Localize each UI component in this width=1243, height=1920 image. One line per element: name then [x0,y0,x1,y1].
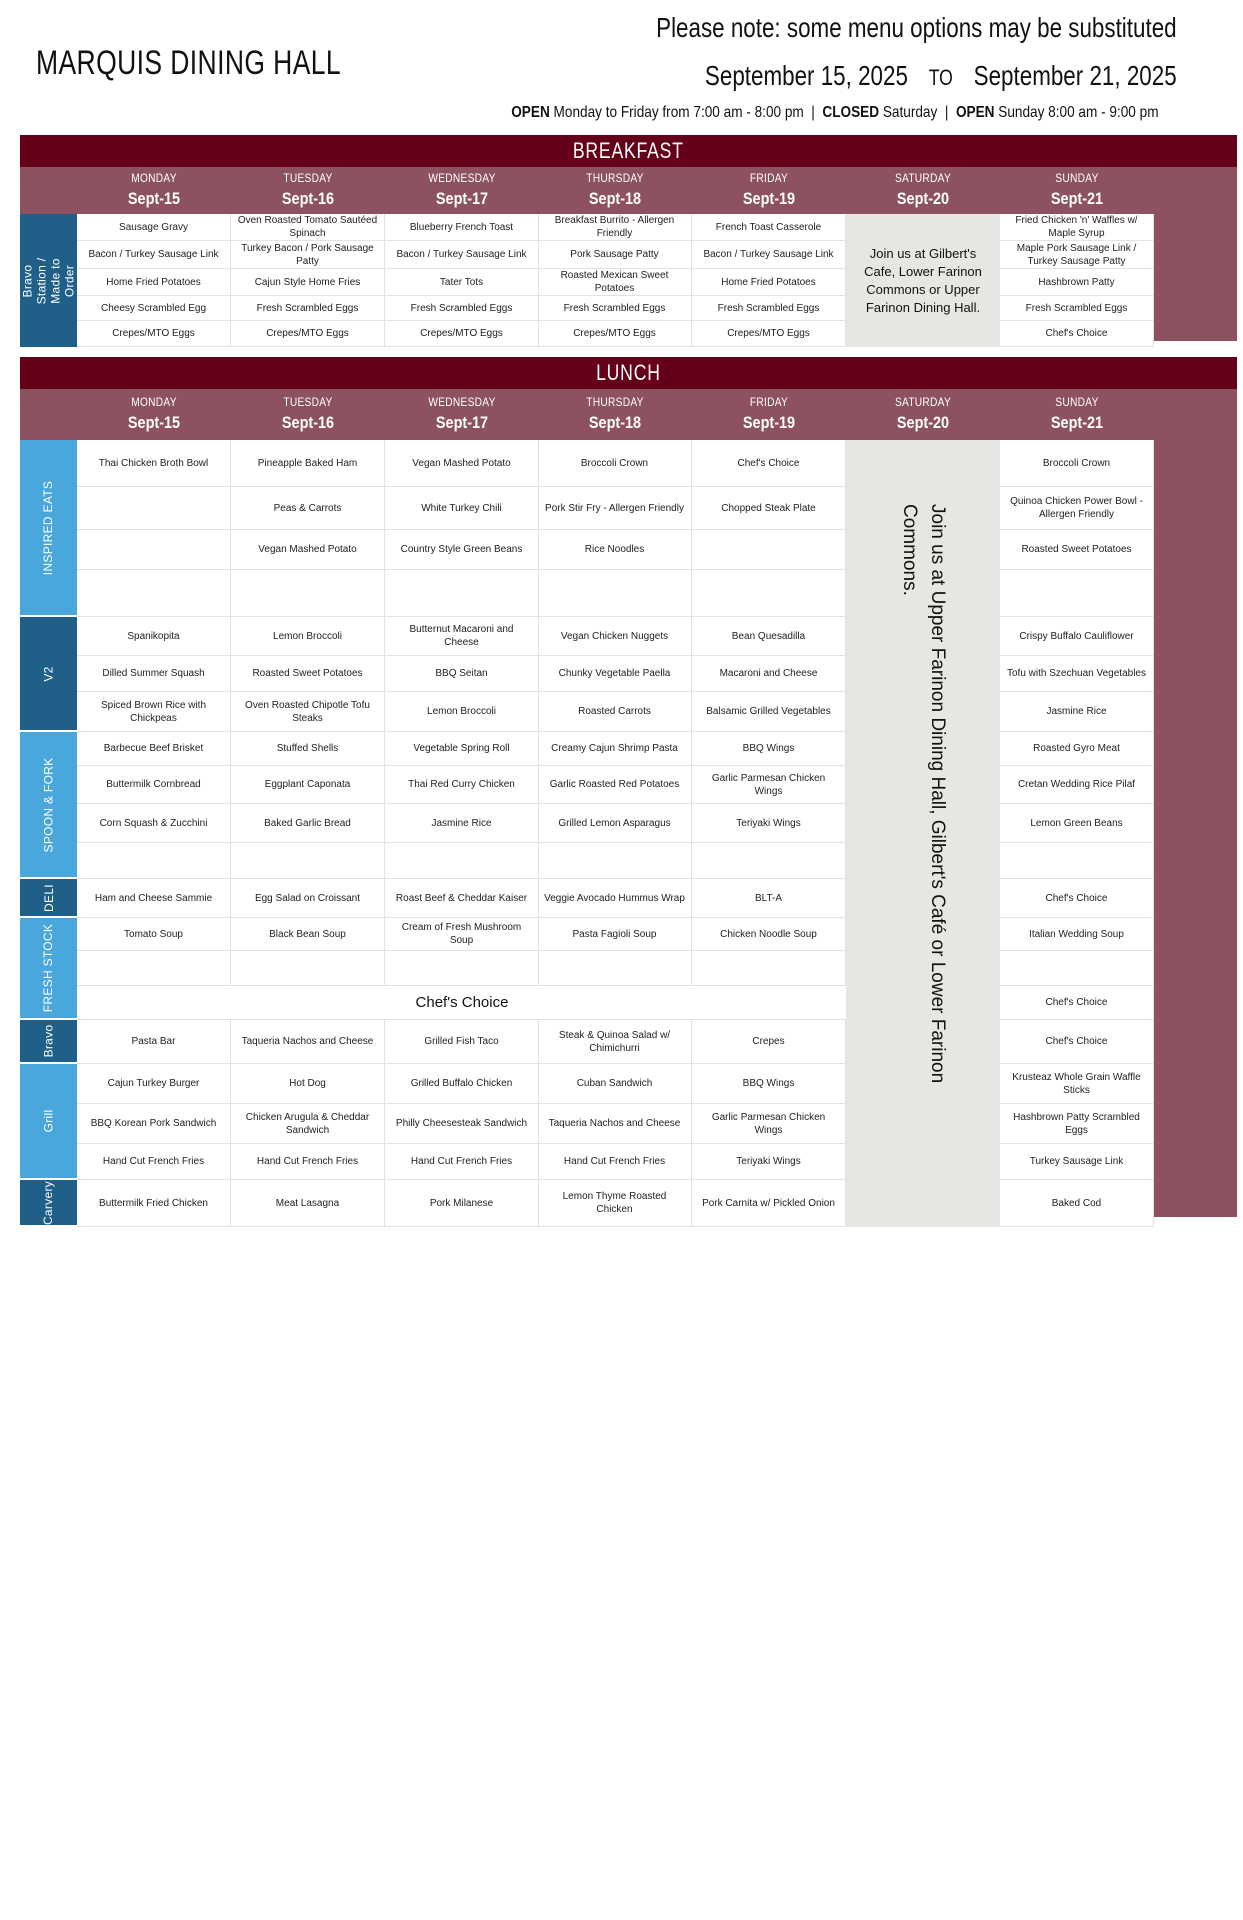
station-name: Grill [41,1109,56,1133]
day-name: MONDAY [131,171,177,185]
menu-item: Fried Chicken 'n' Waffles w/ Maple Syrup [1000,214,1154,241]
menu-item: Peas & Carrots [231,487,385,530]
menu-item: Lemon Broccoli [385,692,539,732]
menu-item: Pineapple Baked Ham [231,440,385,487]
day-name: TUESDAY [283,171,333,185]
station-label-bravo-made-to-order [20,214,77,347]
day-date: Sept-15 [127,413,181,432]
menu-item: Fresh Scrambled Eggs [1000,296,1154,321]
menu-item: Spiced Brown Rice with Chickpeas [77,692,231,732]
menu-item: Oven Roasted Chipotle Tofu Steaks [231,692,385,732]
menu-item [385,951,539,986]
menu-item: Breakfast Burrito - Allergen Friendly [538,214,692,241]
menu-item [77,843,231,879]
menu-item: Tomato Soup [77,918,231,951]
menu-item: Blueberry French Toast [385,214,539,241]
menu-item [692,570,846,617]
menu-item: Hashbrown Patty Scrambled Eggs [1000,1104,1154,1144]
station-name: Bravo Station / Made to Order [20,257,77,304]
menu-item: BBQ Korean Pork Sandwich [77,1104,231,1144]
menu-item: Vegetable Spring Roll [385,732,539,766]
menu-item: Stuffed Shells [231,732,385,766]
menu-item: Hand Cut French Fries [385,1144,539,1180]
separator: | [811,104,816,121]
menu-item: Bacon / Turkey Sausage Link [692,241,846,269]
day-name: WEDNESDAY [428,171,496,185]
day-header-wednesday [385,171,539,209]
menu-item: Pork Milanese [385,1180,539,1227]
menu-item: Baked Garlic Bread [231,804,385,843]
menu-item [77,951,231,986]
day-header-wednesday [385,395,539,433]
menu-item: Turkey Bacon / Pork Sausage Patty [231,241,385,269]
menu-item: Chunky Vegetable Paella [538,656,692,692]
menu-item: Fresh Scrambled Eggs [692,296,846,321]
menu-item: Pork Carnita w/ Pickled Onion [692,1180,846,1227]
date-to-word: TO [929,65,954,90]
menu-item [1000,951,1154,986]
menu-item: BBQ Wings [692,732,846,766]
menu-item: BBQ Seitan [385,656,539,692]
menu-item [538,843,692,879]
day-date: Sept-19 [742,189,796,208]
day-name: TUESDAY [283,395,333,409]
day-name: FRIDAY [749,171,789,185]
open-sunday-text: Sunday 8:00 am - 9:00 pm [998,104,1159,121]
menu-item: French Toast Casserole [692,214,846,241]
menu-item: Eggplant Caponata [231,766,385,804]
open-label: OPEN [956,104,995,121]
station-label-deli [20,879,77,918]
station-name: V2 [41,665,56,682]
menu-item: Cajun Turkey Burger [77,1064,231,1104]
menu-item: Baked Cod [1000,1180,1154,1227]
day-date: Sept-21 [1050,413,1104,432]
menu-item: Cheesy Scrambled Egg [77,296,231,321]
menu-item [538,951,692,986]
day-header-sunday [1000,171,1154,209]
menu-item: BLT-A [692,879,846,918]
menu-item: Philly Cheesesteak Sandwich [385,1104,539,1144]
open-weekday-text: Monday to Friday from 7:00 am - 8:00 pm [554,104,805,121]
day-header-saturday [846,171,1000,209]
menu-item: Grilled Lemon Asparagus [538,804,692,843]
menu-item: Vegan Mashed Potato [231,530,385,570]
menu-item: Cajun Style Home Fries [231,269,385,296]
menu-item: Egg Salad on Croissant [231,879,385,918]
day-name: SUNDAY [1055,171,1099,185]
station-label-fresh-stock [20,918,77,1020]
menu-item: Buttermilk Fried Chicken [77,1180,231,1227]
menu-item: Hashbrown Patty [1000,269,1154,296]
station-name: SPOON & FORK [41,757,56,852]
saturday-closed-box [846,440,1000,1227]
menu-item: Crepes/MTO Eggs [385,321,539,347]
menu-item: Crepes/MTO Eggs [692,321,846,347]
lunch-title: LUNCH [596,360,661,385]
menu-item: Pork Sausage Patty [538,241,692,269]
station-name: FRESH STOCK [41,923,56,1013]
menu-item: Chef's Choice [692,440,846,487]
menu-item: Fresh Scrambled Eggs [231,296,385,321]
menu-item: Thai Chicken Broth Bowl [77,440,231,487]
menu-item: BBQ Wings [692,1064,846,1104]
menu-item: Buttermilk Cornbread [77,766,231,804]
lunch-title-bar [20,357,1237,389]
menu-item: Taqueria Nachos and Cheese [538,1104,692,1144]
menu-item [692,951,846,986]
menu-item: Roasted Gyro Meat [1000,732,1154,766]
day-name: SUNDAY [1055,395,1099,409]
menu-item: Roasted Sweet Potatoes [1000,530,1154,570]
menu-item: Chicken Noodle Soup [692,918,846,951]
menu-item: Crepes [692,1020,846,1064]
menu-item: Hand Cut French Fries [231,1144,385,1180]
menu-item: Jasmine Rice [385,804,539,843]
menu-item: Macaroni and Cheese [692,656,846,692]
open-label: OPEN [511,104,551,121]
menu-item: Tofu with Szechuan Vegetables [1000,656,1154,692]
menu-item: Roast Beef & Cheddar Kaiser [385,879,539,918]
menu-item: Veggie Avocado Hummus Wrap [538,879,692,918]
lunch-section [20,357,1237,1225]
date-range [705,60,1177,92]
menu-item [1000,843,1154,879]
hours-line [512,104,1159,122]
menu-item [538,570,692,617]
day-date: Sept-20 [896,189,950,208]
menu-item: Jasmine Rice [1000,692,1154,732]
menu-item: Spanikopita [77,617,231,656]
menu-item: Garlic Parmesan Chicken Wings [692,1104,846,1144]
station-name: Carvery [41,1180,56,1225]
day-header-thursday [538,395,692,433]
day-header-thursday [538,171,692,209]
day-name: SATURDAY [894,395,952,409]
menu-item [231,570,385,617]
menu-item: Balsamic Grilled Vegetables [692,692,846,732]
menu-item: Creamy Cajun Shrimp Pasta [538,732,692,766]
menu-item: Cream of Fresh Mushroom Soup [385,918,539,951]
menu-item: Meat Lasagna [231,1180,385,1227]
menu-item: Roasted Sweet Potatoes [231,656,385,692]
menu-item: Rice Noodles [538,530,692,570]
page-title: MARQUIS DINING HALL [36,44,342,82]
station-label-grill [20,1064,77,1180]
station-name: INSPIRED EATS [41,480,56,575]
menu-item: Chopped Steak Plate [692,487,846,530]
menu-item: Broccoli Crown [538,440,692,487]
substitution-note: Please note: some menu options may be substituted [656,12,1177,43]
menu-item: Italian Wedding Soup [1000,918,1154,951]
date-from: September 15, 2025 [705,60,909,91]
saturday-closed-message: Join us at Upper Farinon Dining Hall, Gilbert's Café or Lower Farinon Commons. [899,503,948,1083]
day-header-friday [692,395,846,433]
day-header-sunday [1000,395,1154,433]
menu-item: Fresh Scrambled Eggs [538,296,692,321]
station-label-carvery [20,1180,77,1227]
day-date: Sept-18 [588,413,642,432]
menu-item: Bacon / Turkey Sausage Link [77,241,231,269]
menu-item: Barbecue Beef Brisket [77,732,231,766]
menu-item: Hand Cut French Fries [538,1144,692,1180]
menu-item: Vegan Chicken Nuggets [538,617,692,656]
menu-item [77,487,231,530]
menu-item: Steak & Quinoa Salad w/ Chimichurri [538,1020,692,1064]
day-date: Sept-17 [435,189,489,208]
menu-item: Quinoa Chicken Power Bowl - Allergen Friendly [1000,487,1154,530]
menu-item: Cretan Wedding Rice Pilaf [1000,766,1154,804]
menu-item: Thai Red Curry Chicken [385,766,539,804]
date-to: September 21, 2025 [974,60,1177,91]
menu-item: Crepes/MTO Eggs [231,321,385,347]
menu-item [385,570,539,617]
menu-item: Lemon Thyme Roasted Chicken [538,1180,692,1227]
station-name: DELI [41,883,56,912]
menu-item: Pasta Fagioli Soup [538,918,692,951]
menu-item: Crepes/MTO Eggs [77,321,231,347]
station-label-spoon-fork [20,732,77,879]
day-date: Sept-16 [281,413,335,432]
menu-item: Corn Squash & Zucchini [77,804,231,843]
separator: | [945,104,949,121]
day-name: MONDAY [131,395,177,409]
menu-item: Country Style Green Beans [385,530,539,570]
menu-item: Pasta Bar [77,1020,231,1064]
station-label-v2 [20,617,77,732]
closed-label: CLOSED [822,104,880,121]
menu-item: Teriyaki Wings [692,1144,846,1180]
menu-item: Hand Cut French Fries [77,1144,231,1180]
closed-text: Saturday [883,104,938,121]
menu-item: Roasted Carrots [538,692,692,732]
menu-item [77,530,231,570]
saturday-closed-message: Join us at Gilbert's Cafe, Lower Farinon Commons or Upper Farinon Dining Hall. [846,214,1000,347]
day-date: Sept-15 [127,189,181,208]
day-date: Sept-21 [1050,189,1104,208]
day-date: Sept-17 [435,413,489,432]
menu-item: Crepes/MTO Eggs [538,321,692,347]
menu-item: Dilled Summer Squash [77,656,231,692]
menu-item: Chef's Choice [1000,879,1154,918]
breakfast-title-bar [20,135,1237,167]
menu-item: Home Fried Potatoes [77,269,231,296]
menu-item: Lemon Broccoli [231,617,385,656]
day-header-tuesday [231,395,385,433]
menu-item: Garlic Parmesan Chicken Wings [692,766,846,804]
menu-item: Chef's Choice [1000,986,1154,1020]
menu-item: Chef's Choice [1000,321,1154,347]
menu-item: Bacon / Turkey Sausage Link [385,241,539,269]
day-date: Sept-19 [742,413,796,432]
menu-item: Taqueria Nachos and Cheese [231,1020,385,1064]
day-date: Sept-18 [588,189,642,208]
day-name: THURSDAY [586,395,644,409]
day-name: THURSDAY [586,171,644,185]
menu-item: Butternut Macaroni and Cheese [385,617,539,656]
menu-item: Sausage Gravy [77,214,231,241]
station-name: Bravo [41,1024,56,1058]
menu-item: Broccoli Crown [1000,440,1154,487]
day-date: Sept-20 [896,413,950,432]
menu-item: Tater Tots [385,269,539,296]
day-header-monday [77,171,231,209]
menu-item: Cuban Sandwich [538,1064,692,1104]
menu-item: Turkey Sausage Link [1000,1144,1154,1180]
station-label-inspired-eats [20,440,77,617]
menu-item [231,843,385,879]
station-label-bravo [20,1020,77,1064]
menu-item: Roasted Mexican Sweet Potatoes [538,269,692,296]
menu-item [692,843,846,879]
menu-item: Fresh Scrambled Eggs [385,296,539,321]
day-name: FRIDAY [749,395,789,409]
breakfast-title: BREAKFAST [573,138,684,163]
menu-item: Lemon Green Beans [1000,804,1154,843]
day-header-monday [77,395,231,433]
chefs-choice-banner: Chef's Choice [77,986,847,1020]
menu-item: Bean Quesadilla [692,617,846,656]
menu-item: Krusteaz Whole Grain Waffle Sticks [1000,1064,1154,1104]
menu-item: Ham and Cheese Sammie [77,879,231,918]
menu-item: White Turkey Chili [385,487,539,530]
menu-item: Oven Roasted Tomato Sautéed Spinach [231,214,385,241]
day-name: SATURDAY [894,171,952,185]
menu-item: Hot Dog [231,1064,385,1104]
menu-item: Vegan Mashed Potato [385,440,539,487]
menu-item: Teriyaki Wings [692,804,846,843]
menu-item [692,530,846,570]
menu-item [1000,570,1154,617]
menu-item: Maple Pork Sausage Link / Turkey Sausage Patty [1000,241,1154,269]
menu-item: Home Fried Potatoes [692,269,846,296]
menu-item: Grilled Fish Taco [385,1020,539,1064]
menu-item: Chicken Arugula & Cheddar Sandwich [231,1104,385,1144]
day-header-friday [692,171,846,209]
menu-item [385,843,539,879]
breakfast-section [20,135,1237,341]
day-header-saturday [846,395,1000,433]
menu-item: Chef's Choice [1000,1020,1154,1064]
menu-item: Black Bean Soup [231,918,385,951]
menu-item [77,570,231,617]
day-name: WEDNESDAY [428,395,496,409]
menu-item: Grilled Buffalo Chicken [385,1064,539,1104]
menu-item: Crispy Buffalo Cauliflower [1000,617,1154,656]
day-header-tuesday [231,171,385,209]
menu-item: Garlic Roasted Red Potatoes [538,766,692,804]
menu-item: Pork Stir Fry - Allergen Friendly [538,487,692,530]
day-date: Sept-16 [281,189,335,208]
menu-item [231,951,385,986]
